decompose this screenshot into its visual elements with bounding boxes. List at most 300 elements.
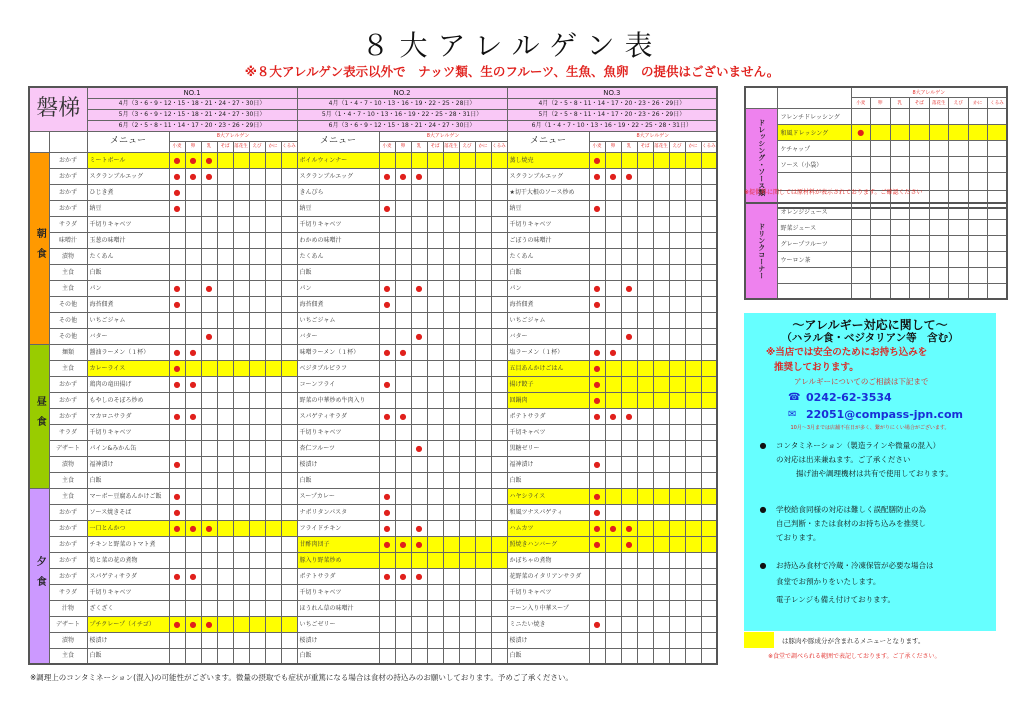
allergen-cell — [443, 568, 459, 584]
allergen-header: 落花生 — [443, 141, 459, 152]
allergen-cell — [988, 156, 1008, 172]
menu-item: ハヤシライス — [507, 488, 589, 504]
allergen-cell — [851, 267, 871, 283]
allergen-cell — [637, 408, 653, 424]
allergen-cell — [427, 408, 443, 424]
allergen-cell — [201, 536, 217, 552]
allergen-header: 乳 — [890, 97, 910, 108]
allergen-cell — [653, 296, 669, 312]
page-subtitle: ※８大アレルゲン表示以外で ナッツ類、生のフルーツ、生魚、魚卵 の提供はございません。 — [244, 64, 780, 79]
allergen-cell — [379, 472, 395, 488]
allergen-cell — [871, 251, 891, 267]
category-cell: 汁物 — [49, 600, 87, 616]
allergen-cell — [605, 200, 621, 216]
schedule-dates: 5月（2・5・8・11・14・17・20・23・26・29日） — [507, 109, 717, 120]
allergen-cell — [249, 264, 265, 280]
allergen-cell — [475, 232, 491, 248]
header-row-dates — [29, 120, 717, 131]
allergen-cell — [637, 456, 653, 472]
allergen-header: そば — [427, 141, 443, 152]
allergen-cell — [653, 408, 669, 424]
allergen-dot: ● — [169, 408, 185, 424]
allergen-cell — [281, 344, 297, 360]
menu-item: ほうれん草の味噌汁 — [297, 600, 379, 616]
menu-item: パン — [507, 280, 589, 296]
allergen-dot: ● — [379, 408, 395, 424]
allergen-cell — [701, 296, 717, 312]
allergen-cell — [233, 152, 249, 168]
allergen-cell — [233, 216, 249, 232]
allergen-cell — [475, 168, 491, 184]
drink-item — [777, 267, 851, 283]
allergen-cell — [281, 392, 297, 408]
header-row-dates — [29, 109, 717, 120]
allergen-cell — [949, 156, 969, 172]
allergen-cell — [637, 520, 653, 536]
allergen-cell — [443, 328, 459, 344]
allergen-cell — [233, 600, 249, 616]
allergen-cell — [281, 232, 297, 248]
category-cell: 麺類 — [49, 344, 87, 360]
allergen-cell — [459, 472, 475, 488]
allergen-cell — [475, 296, 491, 312]
allergen-cell — [201, 600, 217, 616]
allergen-cell — [701, 392, 717, 408]
allergen-dot: ● — [169, 344, 185, 360]
allergen-cell — [653, 328, 669, 344]
allergen-dot: ● — [589, 376, 605, 392]
menu-item: いちごジャム — [297, 312, 379, 328]
allergen-cell — [890, 203, 910, 219]
allergen-cell — [491, 296, 507, 312]
menu-item: たくあん — [87, 248, 169, 264]
allergen-dot: ● — [169, 616, 185, 632]
allergen-cell — [910, 203, 930, 219]
schedule-dates: 4月（2・5・8・11・14・17・20・23・26・29日） — [507, 98, 717, 109]
allergen-cell — [685, 488, 701, 504]
allergen-cell — [701, 472, 717, 488]
allergen-cell — [201, 424, 217, 440]
allergen-cell — [459, 200, 475, 216]
allergen-cell — [427, 296, 443, 312]
allergen-cell — [929, 156, 949, 172]
bullet-icon: ● — [759, 505, 767, 514]
allergen-cell — [233, 184, 249, 200]
allergen-cell — [233, 584, 249, 600]
menu-item: 白飯 — [297, 472, 379, 488]
allergen-dot: ● — [395, 536, 411, 552]
allergen-cell — [605, 216, 621, 232]
allergen-dot: ● — [379, 344, 395, 360]
allergen-dot: ● — [589, 520, 605, 536]
allergen-cell — [491, 536, 507, 552]
bullet-icon: ● — [759, 561, 767, 570]
category-cell: おかず — [49, 392, 87, 408]
allergen-cell — [233, 280, 249, 296]
allergen-cell — [459, 216, 475, 232]
allergen-cell — [605, 296, 621, 312]
allergen-cell — [201, 472, 217, 488]
allergen-cell — [701, 616, 717, 632]
allergen-cell — [701, 552, 717, 568]
allergen-cell — [249, 200, 265, 216]
dressing-item: フレンチドレッシング — [777, 108, 851, 124]
allergen-cell — [395, 392, 411, 408]
drink-item — [777, 283, 851, 299]
allergen-cell — [233, 424, 249, 440]
allergen-dot: ● — [411, 568, 427, 584]
allergen-cell — [233, 520, 249, 536]
allergen-header: 小麦 — [589, 141, 605, 152]
allergen-cell — [427, 440, 443, 456]
allergen-cell — [233, 504, 249, 520]
allergen-cell — [427, 312, 443, 328]
allergen-dot: ● — [379, 568, 395, 584]
allergen-cell — [459, 488, 475, 504]
table-row — [29, 296, 717, 312]
allergen-cell — [185, 232, 201, 248]
allergen-cell — [411, 456, 427, 472]
allergen-cell — [459, 376, 475, 392]
allergen-cell — [653, 200, 669, 216]
allergen-cell — [411, 552, 427, 568]
menu-item: スープカレー — [297, 488, 379, 504]
allergen-cell — [605, 280, 621, 296]
allergen-dot: ● — [589, 296, 605, 312]
allergen-cell — [185, 552, 201, 568]
bullet-icon: ● — [759, 441, 767, 450]
allergen-cell — [851, 203, 871, 219]
bullet-3-line3: 電子レンジも備え付けております。 — [776, 595, 896, 604]
allergen-cell — [605, 648, 621, 664]
bullet-1 — [750, 439, 996, 453]
allergen-cell — [201, 376, 217, 392]
allergen-cell — [701, 248, 717, 264]
dressing-row — [745, 156, 1007, 172]
allergen-cell — [589, 568, 605, 584]
allergen-cell — [669, 568, 685, 584]
allergen-cell — [217, 376, 233, 392]
allergen-cell — [217, 168, 233, 184]
allergen-cell — [685, 584, 701, 600]
menu-item: 白飯 — [297, 648, 379, 664]
menu-item: いちごゼリー — [297, 616, 379, 632]
allergen-cell — [281, 168, 297, 184]
allergen-cell — [427, 248, 443, 264]
allergen-cell — [701, 424, 717, 440]
allergen-cell — [443, 456, 459, 472]
allergen-cell — [988, 203, 1008, 219]
allergen-group-header: 8大アレルゲン — [379, 131, 507, 141]
allergen-cell — [427, 184, 443, 200]
menu-item: スクランブルエッグ — [87, 168, 169, 184]
allergen-cell — [233, 232, 249, 248]
info-subheading: （ハラル食・ベジタリアン等 含む） — [781, 332, 959, 344]
allergen-cell — [379, 584, 395, 600]
allergen-cell — [443, 280, 459, 296]
allergen-cell — [669, 184, 685, 200]
allergen-cell — [605, 328, 621, 344]
allergen-cell — [890, 283, 910, 299]
allergen-cell — [871, 203, 891, 219]
category-cell: 主食 — [49, 280, 87, 296]
legend-note: ※食堂で調べられる範囲で表記しております。ご了承ください。 — [768, 653, 941, 660]
allergen-cell — [491, 504, 507, 520]
allergen-cell — [265, 184, 281, 200]
allergen-cell — [201, 488, 217, 504]
table-row — [29, 632, 717, 648]
allergen-cell — [701, 632, 717, 648]
allergen-cell — [605, 536, 621, 552]
phone-number[interactable]: 0242-62-3534 — [806, 391, 892, 404]
allergen-cell — [249, 296, 265, 312]
allergen-cell — [411, 408, 427, 424]
allergen-cell — [201, 504, 217, 520]
allergen-cell — [217, 200, 233, 216]
allergen-cell — [653, 168, 669, 184]
allergen-cell — [411, 152, 427, 168]
allergen-dot: ● — [589, 280, 605, 296]
table-row — [29, 600, 717, 616]
allergen-cell — [249, 248, 265, 264]
allergen-cell — [395, 600, 411, 616]
menu-item: いちごジャム — [507, 312, 589, 328]
allergen-cell — [459, 168, 475, 184]
category-cell: おかず — [49, 552, 87, 568]
allergen-cell — [395, 632, 411, 648]
allergen-cell — [669, 280, 685, 296]
allergen-cell — [491, 344, 507, 360]
allergen-dot: ● — [169, 568, 185, 584]
allergen-cell — [685, 216, 701, 232]
allergen-cell — [621, 264, 637, 280]
allergen-cell — [265, 520, 281, 536]
allergen-cell — [605, 184, 621, 200]
allergen-cell — [621, 600, 637, 616]
allergen-cell — [379, 360, 395, 376]
allergen-cell — [669, 216, 685, 232]
allergen-cell — [669, 408, 685, 424]
allergen-cell — [217, 408, 233, 424]
allergen-cell — [653, 344, 669, 360]
table-row — [29, 264, 717, 280]
header-row-menu — [29, 131, 717, 141]
table-row — [29, 488, 717, 504]
allergen-header: 乳 — [201, 141, 217, 152]
allergen-header: かに — [685, 141, 701, 152]
allergen-cell — [605, 600, 621, 616]
allergen-cell — [265, 456, 281, 472]
allergen-cell — [637, 616, 653, 632]
allergen-cell — [910, 124, 930, 140]
allergen-cell — [685, 168, 701, 184]
allergen-cell — [685, 184, 701, 200]
allergen-cell — [871, 235, 891, 251]
allergen-cell — [475, 376, 491, 392]
allergen-cell — [265, 328, 281, 344]
allergen-cell — [685, 440, 701, 456]
allergen-cell — [929, 219, 949, 235]
dressing-item: 和風ドレッシング — [777, 124, 851, 140]
allergen-cell — [201, 216, 217, 232]
allergen-cell — [395, 552, 411, 568]
allergen-cell — [201, 296, 217, 312]
allergen-cell — [169, 216, 185, 232]
allergen-cell — [411, 376, 427, 392]
allergen-cell — [968, 108, 988, 124]
menu-item: パン — [297, 280, 379, 296]
menu-item: 照焼きハンバーグ — [507, 536, 589, 552]
allergen-cell — [621, 440, 637, 456]
allergen-dot: ● — [201, 168, 217, 184]
allergen-header: えび — [459, 141, 475, 152]
allergen-cell — [910, 267, 930, 283]
allergen-cell — [589, 264, 605, 280]
allergen-cell — [249, 472, 265, 488]
allergen-cell — [233, 312, 249, 328]
allergen-cell — [185, 248, 201, 264]
allergen-cell — [491, 168, 507, 184]
telephone-icon: ☎ — [788, 392, 801, 403]
allergen-cell — [685, 312, 701, 328]
allergen-cell — [669, 344, 685, 360]
allergen-cell — [281, 360, 297, 376]
allergen-cell — [249, 376, 265, 392]
allergen-cell — [637, 296, 653, 312]
allergen-dot: ● — [621, 536, 637, 552]
allergen-cell — [185, 488, 201, 504]
allergen-cell — [281, 504, 297, 520]
allergen-cell — [169, 264, 185, 280]
category-cell: 主食 — [49, 648, 87, 664]
allergen-cell — [459, 184, 475, 200]
allergen-cell — [201, 584, 217, 600]
table-row — [29, 536, 717, 552]
allergen-cell — [217, 488, 233, 504]
allergen-cell — [265, 216, 281, 232]
table-row — [29, 472, 717, 488]
menu-item: 納豆 — [87, 200, 169, 216]
drink-table — [744, 202, 1008, 300]
allergen-cell — [281, 424, 297, 440]
menu-column-header: メニュー — [87, 131, 169, 152]
allergen-cell — [491, 184, 507, 200]
allergen-cell — [395, 216, 411, 232]
allergen-cell — [685, 376, 701, 392]
allergen-cell — [249, 584, 265, 600]
menu-item: 回鍋肉 — [507, 392, 589, 408]
table-row — [29, 168, 717, 184]
allergen-cell — [475, 424, 491, 440]
allergen-cell — [281, 312, 297, 328]
allergen-cell — [249, 344, 265, 360]
allergen-cell — [491, 424, 507, 440]
allergen-cell — [427, 600, 443, 616]
allergen-cell — [475, 568, 491, 584]
allergen-cell — [475, 648, 491, 664]
phone-contact — [788, 389, 996, 406]
allergen-cell — [475, 456, 491, 472]
allergen-cell — [669, 456, 685, 472]
allergen-cell — [411, 616, 427, 632]
allergen-cell — [637, 168, 653, 184]
allergen-cell — [443, 584, 459, 600]
menu-item: ざくざく — [87, 600, 169, 616]
allergen-cell — [427, 552, 443, 568]
menu-item: たくあん — [507, 248, 589, 264]
allergen-cell — [637, 424, 653, 440]
allergen-cell — [217, 616, 233, 632]
allergen-cell — [475, 616, 491, 632]
allergen-cell — [427, 328, 443, 344]
allergen-dot: ● — [411, 536, 427, 552]
allergen-cell — [637, 472, 653, 488]
allergen-cell — [411, 360, 427, 376]
schedule-dates: 5月（3・6・9・12・15・18・21・24・27・30日） — [87, 109, 297, 120]
menu-item: 海苔佃煮 — [297, 296, 379, 312]
menu-item: 豚入り野菜炒め — [297, 552, 379, 568]
allergen-cell — [605, 488, 621, 504]
allergen-cell — [169, 248, 185, 264]
allergen-dot: ● — [185, 520, 201, 536]
allergen-cell — [217, 552, 233, 568]
allergen-cell — [265, 632, 281, 648]
allergen-cell — [395, 648, 411, 664]
allergen-dot: ● — [411, 520, 427, 536]
allergen-cell — [653, 376, 669, 392]
dressing-note: ※提供料に関しては原材料が表示されております。ご確認ください — [744, 189, 923, 196]
allergen-cell — [217, 536, 233, 552]
menu-item: 福神漬け — [87, 456, 169, 472]
email-address[interactable]: 22051@compass-jpn.com — [806, 408, 963, 421]
allergen-dot: ● — [185, 616, 201, 632]
drink-item: グレープフルーツ — [777, 235, 851, 251]
dressing-row — [745, 124, 1007, 140]
allergen-cell — [427, 584, 443, 600]
allergen-header: かに — [475, 141, 491, 152]
allergen-cell — [653, 520, 669, 536]
allergen-cell — [185, 392, 201, 408]
allergen-cell — [411, 584, 427, 600]
allergen-cell — [621, 472, 637, 488]
allergen-cell — [233, 536, 249, 552]
allergen-cell — [890, 267, 910, 283]
allergen-cell — [701, 600, 717, 616]
allergen-cell — [459, 264, 475, 280]
allergen-cell — [217, 152, 233, 168]
allergen-cell — [669, 536, 685, 552]
menu-item: 黒糖ゼリー — [507, 440, 589, 456]
allergen-cell — [443, 376, 459, 392]
allergen-cell — [491, 248, 507, 264]
allergen-cell — [201, 408, 217, 424]
allergen-cell — [185, 296, 201, 312]
allergen-cell — [281, 552, 297, 568]
allergen-header: えび — [249, 141, 265, 152]
allergen-cell — [379, 552, 395, 568]
menu-item: プチクレープ（イチゴ） — [87, 616, 169, 632]
menu-column-header: メニュー — [507, 131, 589, 152]
allergen-dot: ● — [621, 520, 637, 536]
menu-item: コーン入り中華スープ — [507, 600, 589, 616]
allergen-cell — [968, 235, 988, 251]
menu-item: バター — [507, 328, 589, 344]
allergen-cell — [379, 600, 395, 616]
allergen-cell — [685, 616, 701, 632]
allergen-cell — [929, 203, 949, 219]
allergen-dot: ● — [169, 296, 185, 312]
allergen-cell — [265, 648, 281, 664]
